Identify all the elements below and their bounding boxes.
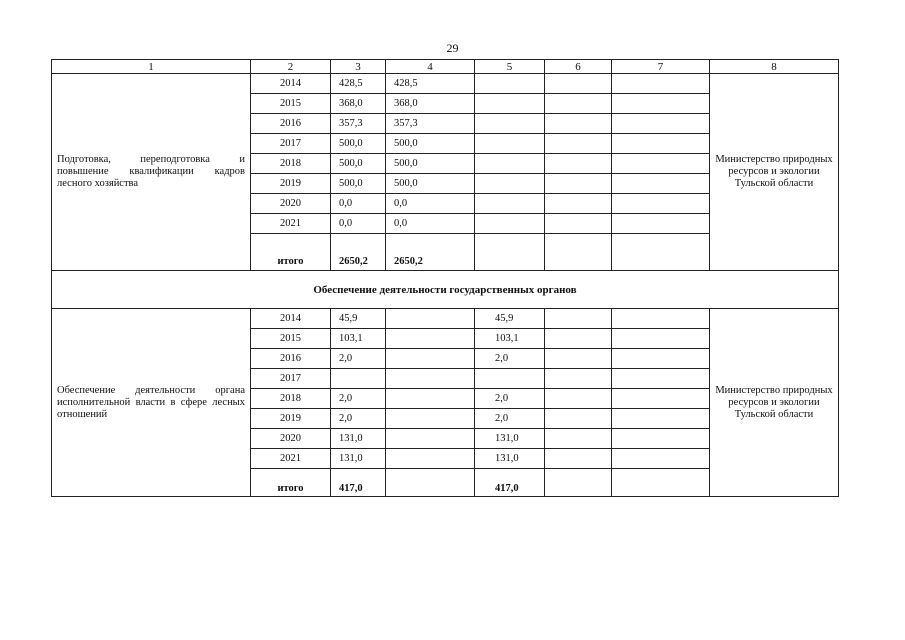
column-header: 7 [612, 60, 710, 74]
value-cell-col7 [612, 194, 710, 214]
value-cell-col3: 0,0 [331, 214, 386, 234]
value-cell-col4: 357,3 [386, 114, 475, 134]
value-cell-col3: 500,0 [331, 174, 386, 194]
column-header: 3 [331, 60, 386, 74]
total-cell-col7 [612, 234, 710, 271]
value-cell-col6 [545, 309, 612, 329]
value-cell-col5 [475, 114, 545, 134]
value-cell-col7 [612, 74, 710, 94]
value-cell-col6 [545, 214, 612, 234]
value-cell-col6 [545, 349, 612, 369]
value-cell-col4 [386, 429, 475, 449]
total-cell-col6 [545, 234, 612, 271]
value-cell-col3: 368,0 [331, 94, 386, 114]
value-cell-col4 [386, 449, 475, 469]
year-cell: 2021 [251, 449, 331, 469]
year-cell: 2017 [251, 134, 331, 154]
executor-cell: Министерство природных ресурсов и экологии Тульской области [710, 309, 839, 497]
value-cell-col4 [386, 409, 475, 429]
value-cell-col6 [545, 369, 612, 389]
value-cell-col6 [545, 389, 612, 409]
value-cell-col5 [475, 74, 545, 94]
value-cell-col7 [612, 429, 710, 449]
year-cell: 2015 [251, 329, 331, 349]
value-cell-col4: 0,0 [386, 194, 475, 214]
total-label-cell: итого [251, 469, 331, 497]
value-cell-col7 [612, 389, 710, 409]
value-cell-col7 [612, 329, 710, 349]
value-cell-col6 [545, 154, 612, 174]
value-cell-col5: 45,9 [475, 309, 545, 329]
year-cell: 2017 [251, 369, 331, 389]
value-cell-col6 [545, 114, 612, 134]
total-cell-col5 [475, 234, 545, 271]
value-cell-col5 [475, 94, 545, 114]
value-cell-col4 [386, 389, 475, 409]
total-cell-col6 [545, 469, 612, 497]
column-header: 5 [475, 60, 545, 74]
value-cell-col6 [545, 94, 612, 114]
value-cell-col6 [545, 409, 612, 429]
year-cell: 2021 [251, 214, 331, 234]
total-label-cell: итого [251, 234, 331, 271]
value-cell-col7 [612, 94, 710, 114]
value-cell-col3: 103,1 [331, 329, 386, 349]
value-cell-col4: 500,0 [386, 154, 475, 174]
value-cell-col3: 2,0 [331, 349, 386, 369]
value-cell-col7 [612, 214, 710, 234]
section-row [52, 271, 839, 309]
total-cell-col3: 2650,2 [331, 234, 386, 271]
column-header: 6 [545, 60, 612, 74]
executor-cell: Министерство природных ресурсов и экологии Тульской области [710, 74, 839, 271]
total-cell-col3: 417,0 [331, 469, 386, 497]
year-cell: 2019 [251, 409, 331, 429]
value-cell-col3: 131,0 [331, 449, 386, 469]
value-cell-col7 [612, 369, 710, 389]
value-cell-col6 [545, 329, 612, 349]
year-cell: 2020 [251, 429, 331, 449]
value-cell-col5 [475, 174, 545, 194]
year-cell: 2018 [251, 154, 331, 174]
value-cell-col4 [386, 329, 475, 349]
column-header: 2 [251, 60, 331, 74]
value-cell-col3: 2,0 [331, 409, 386, 429]
value-cell-col5 [475, 194, 545, 214]
value-cell-col3: 2,0 [331, 389, 386, 409]
year-cell: 2014 [251, 74, 331, 94]
section-title: Обеспечение деятельности государственных органов [52, 271, 839, 309]
year-cell: 2020 [251, 194, 331, 214]
value-cell-col4: 0,0 [386, 214, 475, 234]
table-row [52, 309, 839, 329]
year-cell: 2015 [251, 94, 331, 114]
value-cell-col3: 500,0 [331, 154, 386, 174]
total-cell-col4: 2650,2 [386, 234, 475, 271]
value-cell-col7 [612, 154, 710, 174]
year-cell: 2016 [251, 349, 331, 369]
total-cell-col7 [612, 469, 710, 497]
column-header: 1 [52, 60, 251, 74]
value-cell-col4 [386, 309, 475, 329]
value-cell-col4: 368,0 [386, 94, 475, 114]
value-cell-col6 [545, 134, 612, 154]
value-cell-col7 [612, 134, 710, 154]
value-cell-col5: 2,0 [475, 409, 545, 429]
column-header: 4 [386, 60, 475, 74]
value-cell-col4: 500,0 [386, 174, 475, 194]
value-cell-col4: 500,0 [386, 134, 475, 154]
value-cell-col3: 428,5 [331, 74, 386, 94]
value-cell-col5 [475, 369, 545, 389]
value-cell-col5 [475, 154, 545, 174]
page-number: 29 [446, 41, 459, 55]
data-table [51, 59, 839, 497]
column-header-row [52, 60, 839, 74]
year-cell: 2019 [251, 174, 331, 194]
value-cell-col7 [612, 114, 710, 134]
total-cell-col5: 417,0 [475, 469, 545, 497]
value-cell-col6 [545, 174, 612, 194]
value-cell-col4: 428,5 [386, 74, 475, 94]
value-cell-col3: 131,0 [331, 429, 386, 449]
value-cell-col6 [545, 449, 612, 469]
value-cell-col6 [545, 74, 612, 94]
value-cell-col6 [545, 194, 612, 214]
column-header: 8 [710, 60, 839, 74]
value-cell-col4 [386, 369, 475, 389]
value-cell-col3: 45,9 [331, 309, 386, 329]
value-cell-col7 [612, 449, 710, 469]
value-cell-col6 [545, 429, 612, 449]
table-row [52, 74, 839, 94]
value-cell-col7 [612, 309, 710, 329]
total-cell-col4 [386, 469, 475, 497]
value-cell-col3 [331, 369, 386, 389]
value-cell-col7 [612, 349, 710, 369]
value-cell-col3: 357,3 [331, 114, 386, 134]
value-cell-col5: 131,0 [475, 429, 545, 449]
year-cell: 2016 [251, 114, 331, 134]
year-cell: 2018 [251, 389, 331, 409]
value-cell-col3: 0,0 [331, 194, 386, 214]
value-cell-col5: 103,1 [475, 329, 545, 349]
value-cell-col5: 2,0 [475, 349, 545, 369]
value-cell-col5 [475, 134, 545, 154]
value-cell-col4 [386, 349, 475, 369]
value-cell-col7 [612, 174, 710, 194]
value-cell-col5 [475, 214, 545, 234]
value-cell-col3: 500,0 [331, 134, 386, 154]
activity-name-cell: Подготовка, переподготовка и повышение квалификации кадров лесного хозяйства [52, 74, 251, 271]
value-cell-col7 [612, 409, 710, 429]
value-cell-col5: 2,0 [475, 389, 545, 409]
value-cell-col5: 131,0 [475, 449, 545, 469]
year-cell: 2014 [251, 309, 331, 329]
activity-name-cell: Обеспечение деятельности органа исполнительной власти в сфере лесных отношений [52, 309, 251, 497]
